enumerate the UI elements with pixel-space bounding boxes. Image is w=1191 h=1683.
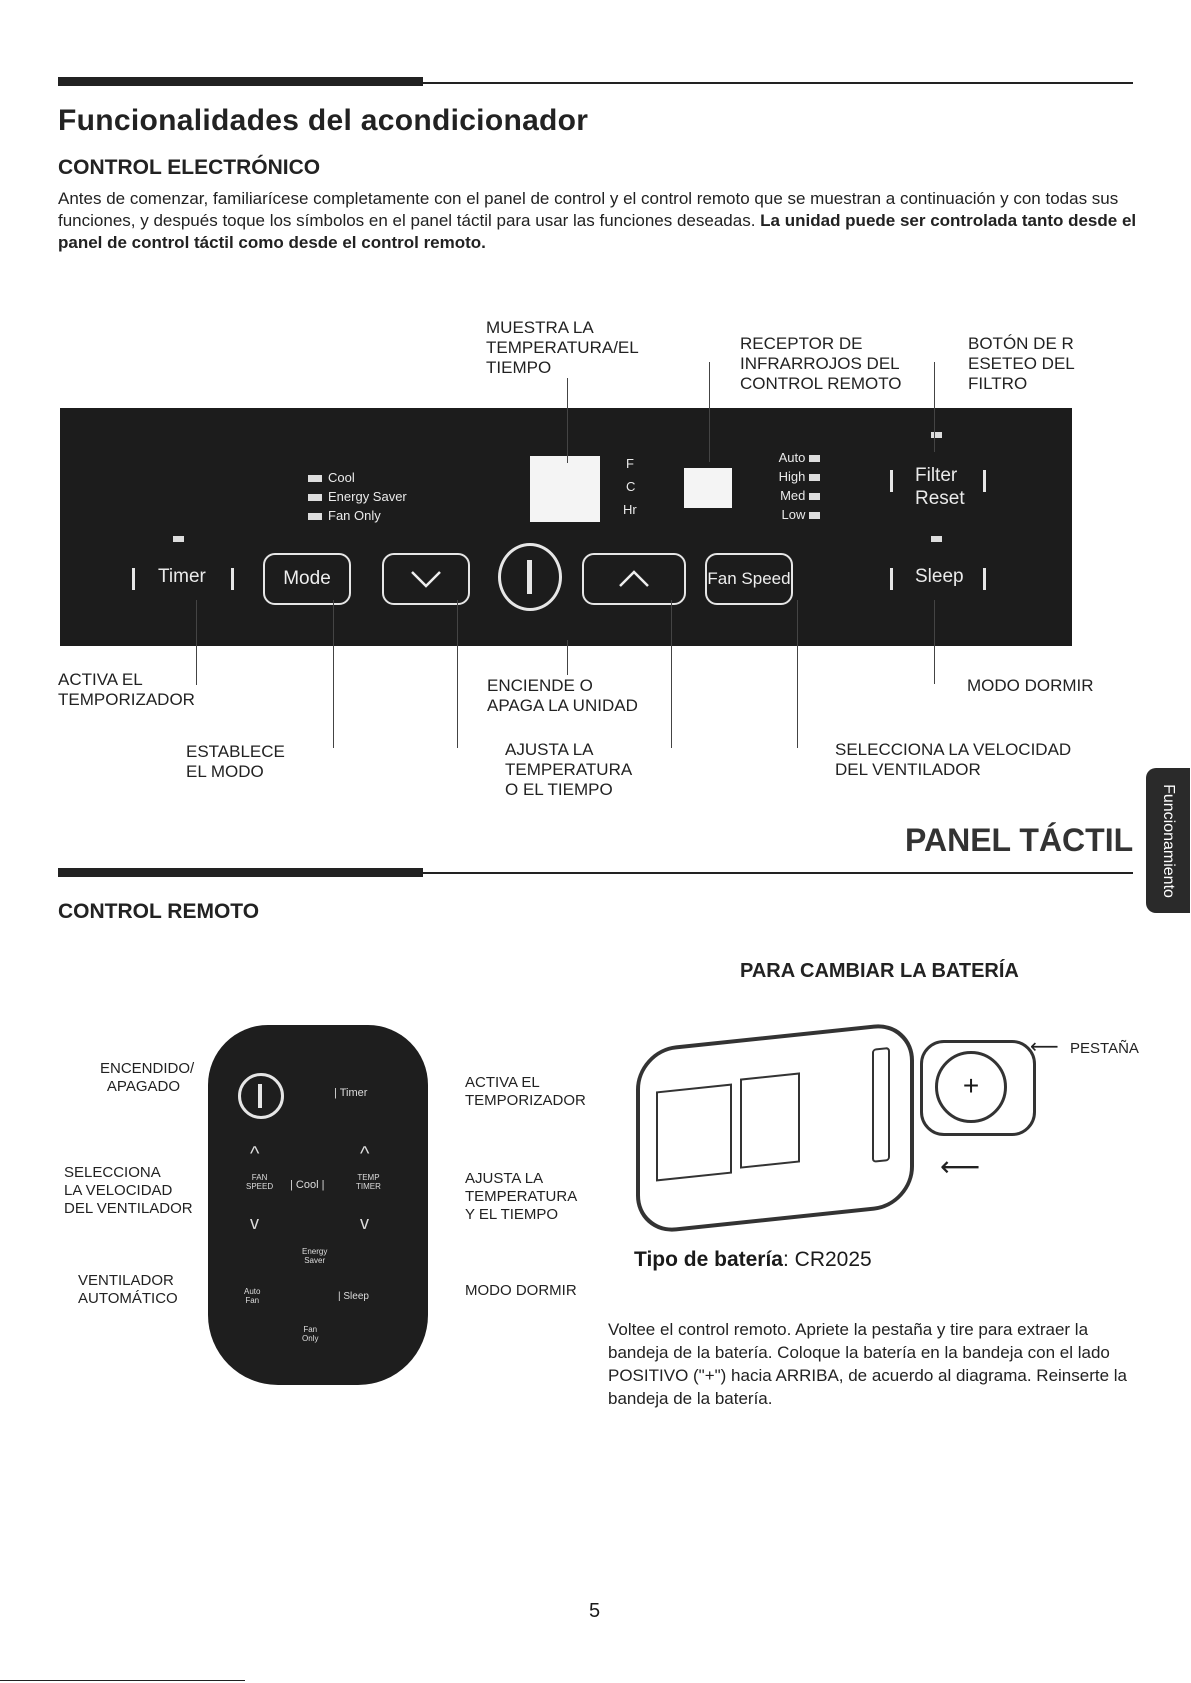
side-tab	[1146, 768, 1190, 913]
sleep-bar-right	[983, 568, 986, 590]
coin-battery: +	[935, 1051, 1007, 1123]
remote-back-illustration	[636, 1020, 914, 1235]
remote-energy-saver-button[interactable]: Energy Saver	[302, 1247, 328, 1265]
battery-type	[634, 1248, 872, 1272]
speed-high: High	[760, 467, 820, 486]
ir-receiver-window	[684, 468, 732, 508]
top-rule-thick	[58, 77, 423, 86]
remote-timer-button[interactable]: | Timer	[334, 1087, 368, 1099]
remote-cool-button[interactable]: | Cool |	[290, 1179, 325, 1191]
mode-button[interactable]: Mode	[263, 553, 351, 605]
callout-display: MUESTRA LA TEMPERATURA/EL TIEMPO	[486, 318, 639, 377]
battery-compartment-2	[740, 1072, 800, 1168]
mode-list	[308, 468, 407, 525]
remote-control	[208, 1025, 428, 1385]
up-button[interactable]	[582, 553, 686, 605]
speed-med: Med	[760, 486, 820, 505]
battery-instructions: Voltee el control remoto. Apriete la pestaña y tire para extraer la bandeja de la batería. Coloque la batería en la bandeja con el lado POSITIVO ("+") hacia ARRIBA, de acuerdo al diagrama. Reinserte la bandeja de la batería.	[608, 1320, 1127, 1408]
timer-button[interactable]: Timer	[158, 566, 206, 587]
chevron-down-icon	[408, 569, 444, 589]
battery-compartment-1	[656, 1084, 732, 1182]
remote-label-power: ENCENDIDO/ APAGADO	[100, 1060, 195, 1095]
remote-fan-only-button[interactable]: Fan Only	[302, 1325, 319, 1343]
leader-receiver	[709, 362, 710, 462]
remote-fan-speed-label: FAN SPEED	[246, 1173, 274, 1191]
remote-label-auto: VENTILADOR AUTOMÁTICO	[78, 1272, 178, 1307]
arrow-left-icon: ⟵	[940, 1151, 981, 1182]
leader-up	[671, 600, 672, 748]
leader-power	[567, 640, 568, 675]
remote-temp-up[interactable]: ^	[360, 1143, 370, 1165]
fan-speed-button[interactable]: Fan Speed	[705, 553, 793, 605]
bottom-rule	[0, 1680, 245, 1681]
leader-timer	[196, 600, 197, 685]
remote-sleep-button[interactable]: | Sleep	[338, 1291, 369, 1302]
callout-receiver: RECEPTOR DE INFRARROJOS DEL CONTROL REMOTO	[740, 334, 902, 393]
section-title-remote: CONTROL REMOTO	[58, 900, 260, 923]
side-tab-label: Funcionamiento	[1160, 783, 1177, 898]
mode-item-fan-only: Fan Only	[308, 506, 407, 525]
unit-c: C	[626, 479, 636, 494]
page-number: 5	[589, 1600, 601, 1622]
remote-label-fan-speed: SELECCIONA LA VELOCIDAD DEL VENTILADOR	[64, 1164, 193, 1217]
sleep-bar-left	[890, 568, 893, 590]
filter-bar-right	[983, 470, 986, 492]
speed-list	[760, 448, 820, 524]
remote-fan-up[interactable]: ^	[250, 1143, 260, 1165]
sleep-button[interactable]: Sleep	[915, 566, 964, 587]
timer-bar-right	[231, 568, 234, 590]
callout-sleep: MODO DORMIR	[967, 676, 1094, 695]
callout-mode: ESTABLECE EL MODO	[186, 742, 285, 781]
mode-item-cool: Cool	[308, 468, 407, 487]
callout-temp: AJUSTA LA TEMPERATURA O EL TIEMPO	[505, 740, 633, 799]
remote-label-timer: ACTIVA EL TEMPORIZADOR	[465, 1074, 586, 1109]
mid-rule-thick	[58, 868, 423, 877]
unit-hr: Hr	[623, 502, 637, 517]
timer-bar-left	[132, 568, 135, 590]
section-title-electronic: CONTROL ELECTRÓNICO	[58, 156, 321, 179]
panel-section-title: PANEL TÁCTIL	[905, 822, 1134, 858]
callout-power: ENCIENDE O APAGA LA UNIDAD	[487, 676, 638, 715]
mid-rule-thin	[423, 872, 1133, 874]
timer-led	[173, 536, 184, 542]
speed-low: Low	[760, 505, 820, 524]
top-rule-thin	[423, 82, 1133, 84]
power-icon	[527, 560, 532, 594]
arrow-left-icon: ⟵	[1030, 1036, 1059, 1058]
remote-label-sleep: MODO DORMIR	[465, 1282, 577, 1299]
callout-filter: BOTÓN DE R ESETEO DEL FILTRO	[968, 334, 1075, 393]
leader-filter	[934, 362, 935, 452]
touch-control-panel	[60, 408, 1072, 646]
callout-fan: SELECCIONA LA VELOCIDAD DEL VENTILADOR	[835, 740, 1072, 779]
filter-bar-left	[890, 470, 893, 492]
battery-tab-label: PESTAÑA	[1070, 1040, 1139, 1057]
sleep-led	[931, 536, 942, 542]
leader-display	[567, 378, 568, 463]
leader-fan	[797, 600, 798, 748]
power-icon	[258, 1084, 262, 1108]
temperature-display	[530, 456, 600, 522]
remote-power-button[interactable]	[238, 1073, 284, 1119]
remote-temp-down[interactable]: v	[360, 1213, 369, 1233]
intro-normal: Antes de comenzar, familiarícese completamente con el panel de control y el control remoto que se muestran a continuación y con todas sus funciones, y después toque los símbolos en el panel táctil para usar las funciones deseadas.	[58, 189, 1119, 230]
battery-title: PARA CAMBIAR LA BATERÍA	[740, 960, 1019, 982]
chevron-up-icon	[616, 569, 652, 589]
remote-auto-fan-button[interactable]: Auto Fan	[244, 1287, 261, 1305]
leader-down	[457, 600, 458, 748]
down-button[interactable]	[382, 553, 470, 605]
speed-auto: Auto	[760, 448, 820, 467]
battery-type-value: : CR2025	[782, 1248, 872, 1271]
battery-tray	[920, 1040, 1036, 1136]
leader-mode	[333, 600, 334, 748]
remote-temp-timer-label: TEMP TIMER	[356, 1173, 381, 1191]
intro-paragraph	[58, 188, 1138, 254]
unit-f: F	[626, 456, 634, 471]
intro-bold: La unidad puede ser controlada tanto desde el panel de control táctil como desde el control remoto.	[58, 211, 1137, 252]
remote-label-temp: AJUSTA LA TEMPERATURA Y EL TIEMPO	[465, 1170, 578, 1223]
page-title: Funcionalidades del acondicionador	[58, 104, 589, 137]
battery-type-label: Tipo de batería	[634, 1248, 783, 1271]
filter-led	[931, 432, 942, 438]
filter-reset-button[interactable]: Filter Reset	[915, 465, 965, 509]
mode-item-energy-saver: Energy Saver	[308, 487, 407, 506]
power-button[interactable]	[498, 543, 562, 611]
callout-timer: ACTIVA EL TEMPORIZADOR	[58, 670, 195, 709]
battery-slot	[872, 1047, 890, 1163]
leader-sleep	[934, 600, 935, 684]
remote-fan-down[interactable]: v	[250, 1213, 259, 1233]
